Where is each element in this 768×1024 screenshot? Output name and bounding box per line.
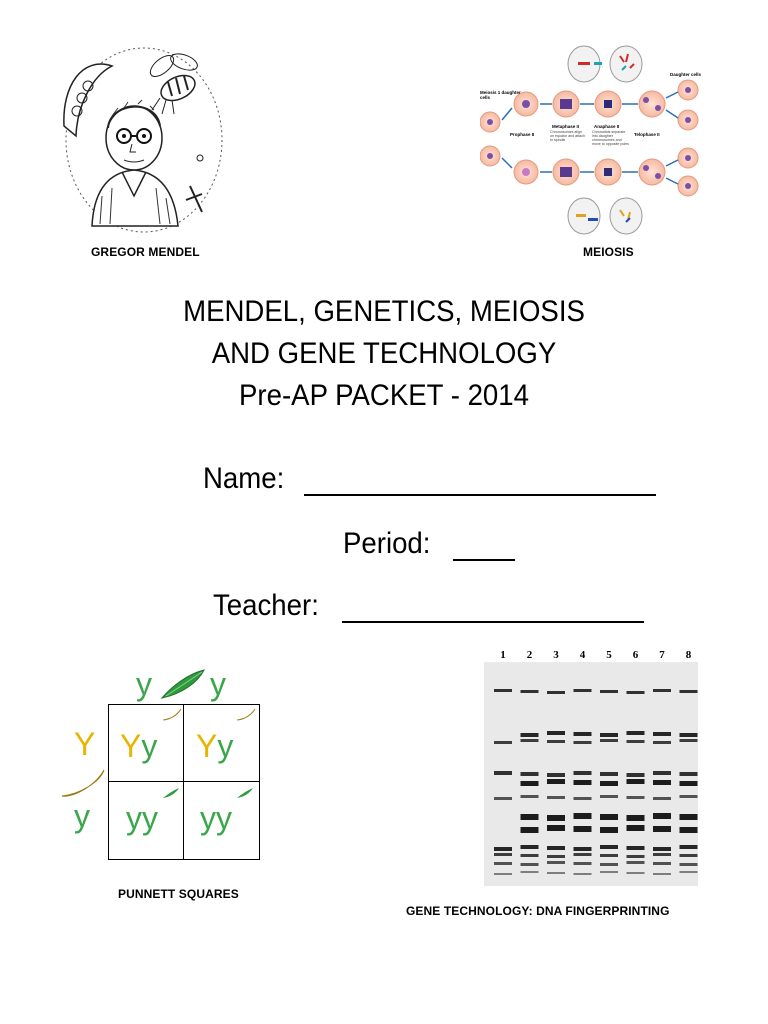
gel-band bbox=[574, 689, 592, 692]
gel-band bbox=[680, 795, 698, 798]
gel-band bbox=[627, 773, 645, 777]
gel-band bbox=[600, 863, 618, 866]
gel-band bbox=[600, 871, 618, 873]
gel-band bbox=[600, 781, 618, 786]
meiosis-label-meiosis1: Meiosis 1 daughter cells bbox=[480, 90, 521, 100]
meiosis-label-anaphase2-desc: Chromatids separate into daughter chromosomes and move to opposite poles bbox=[592, 130, 629, 146]
gel-band bbox=[600, 854, 618, 857]
gel-band bbox=[600, 795, 618, 798]
cell-allele-a: Y bbox=[196, 728, 218, 764]
period-field[interactable] bbox=[453, 559, 515, 561]
gel-band bbox=[494, 862, 512, 865]
gel-band bbox=[680, 814, 698, 820]
gel-band bbox=[521, 814, 539, 820]
gel-band bbox=[680, 690, 698, 693]
gel-band bbox=[653, 826, 671, 832]
gel-band bbox=[521, 690, 539, 693]
gel-band bbox=[653, 797, 671, 800]
gel-band bbox=[494, 873, 512, 875]
gel-band bbox=[521, 871, 539, 873]
gel-band bbox=[521, 772, 539, 776]
mendel-portrait-icon bbox=[52, 36, 228, 240]
gel-band bbox=[547, 731, 565, 735]
gel-band bbox=[494, 797, 512, 800]
gel-band bbox=[600, 733, 618, 737]
gel-band bbox=[600, 814, 618, 820]
gel-band bbox=[653, 853, 671, 856]
gel-band bbox=[574, 873, 592, 875]
gel-band bbox=[653, 771, 671, 775]
punnett-top-allele-1: y bbox=[136, 666, 152, 702]
gel-band bbox=[547, 825, 565, 831]
gel-band bbox=[653, 780, 671, 785]
gel-lane-label: 5 bbox=[606, 649, 612, 661]
meiosis-label-metaphase2-desc: Chromosomes align on equator and attach to spindle bbox=[550, 130, 585, 142]
gel-band bbox=[574, 826, 592, 832]
title-line-1: MENDEL, GENETICS, MEIOSIS bbox=[183, 295, 585, 328]
gel-band bbox=[521, 781, 539, 786]
gel-band bbox=[574, 732, 592, 736]
name-field[interactable] bbox=[304, 494, 656, 496]
gel-band bbox=[600, 845, 618, 849]
gel-band bbox=[521, 845, 539, 849]
gel-band bbox=[547, 846, 565, 850]
gel-band bbox=[627, 855, 645, 858]
gel-band bbox=[653, 741, 671, 744]
meiosis-caption: MEIOSIS bbox=[583, 245, 634, 259]
gel-band bbox=[600, 690, 618, 693]
gel-band bbox=[600, 772, 618, 776]
gel-band bbox=[627, 779, 645, 784]
gel-band bbox=[547, 872, 565, 874]
gel-band bbox=[494, 741, 512, 744]
title-line-3: Pre-AP PACKET - 2014 bbox=[239, 379, 529, 412]
gel-lane-label: 1 bbox=[500, 649, 506, 661]
gel-image bbox=[484, 646, 698, 886]
punnett-left-allele-1: Y bbox=[74, 726, 96, 762]
gel-band bbox=[547, 861, 565, 864]
gel-band bbox=[653, 813, 671, 819]
title-line-2: AND GENE TECHNOLOGY bbox=[211, 337, 557, 370]
gel-band bbox=[627, 815, 645, 821]
name-label: Name: bbox=[203, 462, 285, 495]
cell-allele-b: y bbox=[217, 728, 234, 764]
gel-band bbox=[627, 796, 645, 799]
meiosis-label-anaphase2: Anaphase II bbox=[594, 124, 620, 129]
gel-band bbox=[521, 827, 539, 833]
mendel-caption: GREGOR MENDEL bbox=[91, 245, 200, 259]
gel-band bbox=[680, 871, 698, 873]
gel-band bbox=[653, 689, 671, 692]
cell-allele-a: Y bbox=[120, 728, 142, 764]
gel-band bbox=[547, 855, 565, 858]
gel-band bbox=[627, 846, 645, 850]
gel-band bbox=[521, 733, 539, 737]
gel-band bbox=[574, 741, 592, 744]
gel-lane-label: 8 bbox=[685, 649, 692, 661]
gel-band bbox=[574, 847, 592, 851]
gel-band bbox=[627, 825, 645, 831]
gel-band bbox=[521, 854, 539, 857]
gel-band bbox=[680, 827, 698, 833]
gel-lane-label: 6 bbox=[632, 649, 639, 661]
gel-band bbox=[680, 854, 698, 857]
cell-allele-b: y bbox=[142, 800, 158, 836]
banana-small-icon bbox=[162, 708, 182, 727]
gel-band bbox=[627, 691, 645, 694]
gel-band bbox=[521, 795, 539, 798]
gel-lane-label: 4 bbox=[579, 649, 586, 661]
gel-band bbox=[627, 731, 645, 735]
gel-band bbox=[627, 740, 645, 743]
gel-band bbox=[547, 691, 565, 694]
gel-band bbox=[574, 853, 592, 856]
gel-band bbox=[680, 845, 698, 849]
teacher-label: Teacher: bbox=[213, 589, 319, 622]
gel-band bbox=[494, 689, 512, 692]
meiosis-label-daughter: Daughter cells bbox=[670, 72, 702, 77]
gel-band bbox=[680, 863, 698, 866]
meiosis-label-telophase2: Telophase II bbox=[634, 132, 660, 137]
banana-small-icon bbox=[236, 708, 256, 727]
gel-band bbox=[521, 739, 539, 742]
cell-allele-a: y bbox=[200, 800, 216, 836]
dna-fingerprint-gel bbox=[484, 646, 698, 886]
gel-band bbox=[653, 847, 671, 851]
gel-band bbox=[547, 740, 565, 743]
gel-band bbox=[574, 771, 592, 775]
gel-band bbox=[653, 732, 671, 736]
gel-band bbox=[494, 771, 512, 775]
gel-band bbox=[574, 862, 592, 865]
gel-band bbox=[680, 781, 698, 786]
punnett-square bbox=[60, 664, 270, 864]
meiosis-label-metaphase2: Metaphase II bbox=[552, 124, 580, 129]
punnett-top-allele-2: y bbox=[210, 666, 226, 702]
gel-band bbox=[680, 772, 698, 776]
gel-lane-label: 2 bbox=[526, 649, 533, 661]
pea-pod-small-icon bbox=[236, 786, 254, 804]
gel-band bbox=[653, 862, 671, 865]
period-label: Period: bbox=[343, 527, 431, 560]
gel-band bbox=[653, 873, 671, 875]
gel-band bbox=[494, 847, 512, 851]
gel-band bbox=[547, 773, 565, 777]
gel-band bbox=[600, 739, 618, 742]
meiosis-label-prophase2: Prophase II bbox=[510, 132, 535, 137]
mendel-illustration bbox=[52, 36, 228, 240]
gel-band bbox=[627, 861, 645, 864]
meiosis-diagram bbox=[480, 42, 706, 238]
punnett-cell-1-1 bbox=[120, 730, 157, 762]
gel-band bbox=[574, 813, 592, 819]
gel-band bbox=[547, 796, 565, 799]
cell-allele-a: y bbox=[126, 800, 142, 836]
gel-band bbox=[574, 780, 592, 785]
gel-band bbox=[521, 863, 539, 866]
gel-band bbox=[680, 739, 698, 742]
gel-band bbox=[574, 797, 592, 800]
gene-tech-caption: GENE TECHNOLOGY: DNA FINGERPRINTING bbox=[406, 904, 670, 918]
gel-band bbox=[600, 827, 618, 833]
punnett-cell-2-1 bbox=[126, 802, 158, 834]
gel-band bbox=[547, 815, 565, 821]
gel-band bbox=[547, 779, 565, 784]
pea-pod-small-icon bbox=[162, 786, 180, 804]
gel-lane-label: 7 bbox=[659, 649, 665, 661]
gel-lane-label: 3 bbox=[553, 649, 559, 661]
pea-pod-green-icon bbox=[160, 668, 206, 705]
cell-allele-b: y bbox=[216, 800, 232, 836]
punnett-cell-1-2 bbox=[196, 730, 233, 762]
cell-allele-b: y bbox=[141, 728, 158, 764]
gel-band bbox=[627, 872, 645, 874]
gel-band bbox=[680, 733, 698, 737]
punnett-cell-2-2 bbox=[200, 802, 232, 834]
punnett-left-allele-2: y bbox=[74, 798, 90, 834]
teacher-field[interactable] bbox=[342, 621, 644, 623]
gel-band bbox=[494, 853, 512, 856]
punnett-caption: PUNNETT SQUARES bbox=[118, 887, 239, 901]
